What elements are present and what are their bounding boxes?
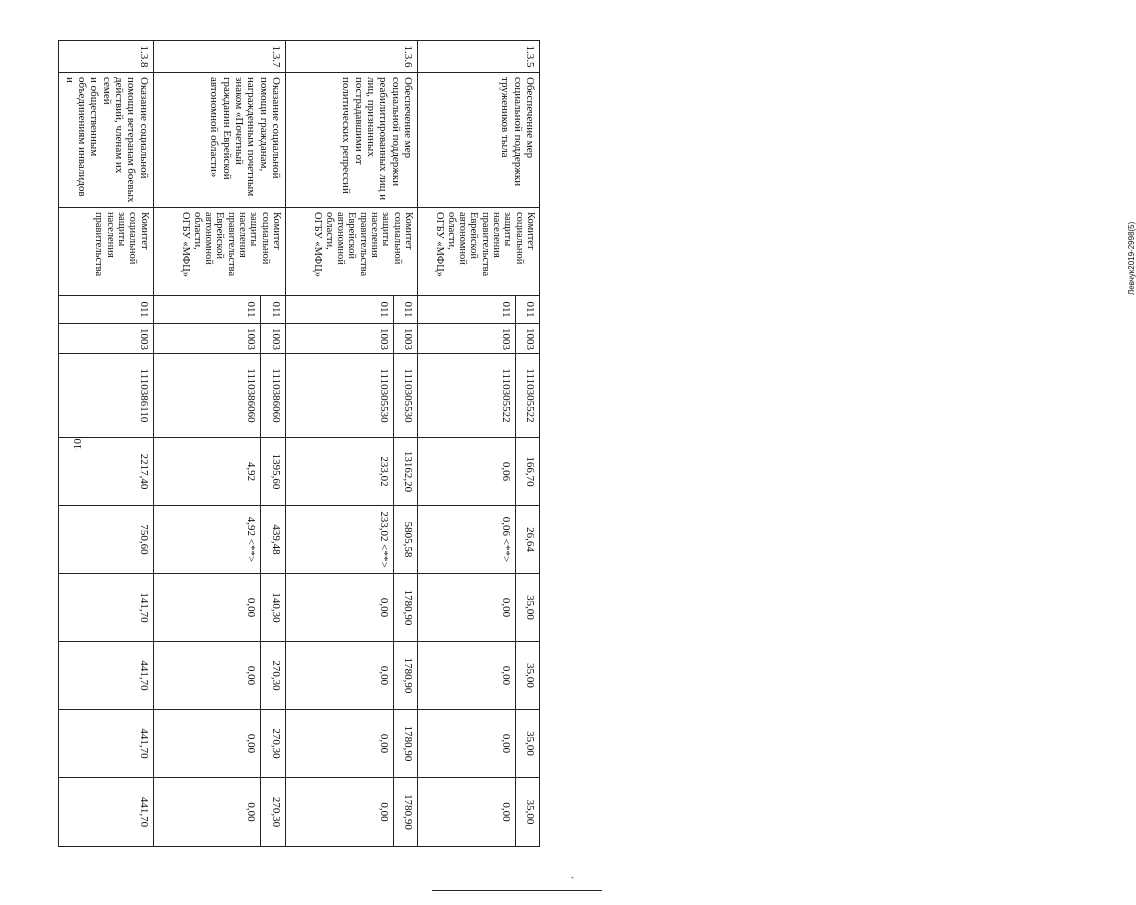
section-code: 1003 [59, 324, 154, 354]
row-number: 1.3.7 [153, 41, 285, 73]
measure-name: Обеспечение мер социальной поддержки реабилитированных лиц и лиц, признанных пострадавшими от политических репрессий [285, 73, 417, 208]
amount-total: 166,70 [515, 438, 539, 506]
table-row [59, 41, 154, 847]
target-code: 1110305522 [418, 354, 516, 438]
measure-name: Обеспечение мер социальной поддержки тружеников тыла [418, 73, 540, 208]
page-number: 10 [72, 438, 84, 450]
amount-year-1: 439,48 [261, 506, 285, 574]
amount-year-5: 0,00 [153, 778, 261, 847]
section-code: 1003 [418, 324, 516, 354]
target-code: 1110386060 [153, 354, 261, 438]
grbs-code: 011 [515, 296, 539, 324]
target-code: 1110305530 [285, 354, 393, 438]
executor: Комитет социальной защиты населения правительства Еврейской автономной области, ОГБУ «МФЦ» [418, 208, 540, 296]
amount-year-3: 0,00 [153, 642, 261, 710]
target-code: 1110305530 [393, 354, 417, 438]
amount-year-3: 1780,90 [393, 642, 417, 710]
row-number: 1.3.5 [418, 41, 540, 73]
amount-total: 1395,60 [261, 438, 285, 506]
amount-year-1: 5805,58 [393, 506, 417, 574]
amount-year-3: 0,00 [418, 642, 516, 710]
table-row [261, 41, 285, 847]
executor: Комитет социальной защиты населения правительства Еврейской автономной области, ОГБУ «МФЦ» [285, 208, 417, 296]
measure-name: Оказание социальной помощи ветеранам боевых действий, членам их семей и общественным объединениям инвалидов и [59, 73, 154, 208]
target-code: 1110386110 [59, 354, 154, 438]
section-code: 1003 [515, 324, 539, 354]
row-number: 1.3.8 [59, 41, 154, 73]
amount-year-4: 35,00 [515, 710, 539, 778]
amount-total: 4,92 [153, 438, 261, 506]
amount-year-5: 0,00 [285, 778, 393, 847]
amount-year-3: 35,00 [515, 642, 539, 710]
amount-year-5: 35,00 [515, 778, 539, 847]
amount-year-2: 0,00 [285, 574, 393, 642]
amount-year-2: 141,70 [59, 574, 154, 642]
footer-mark: - [571, 873, 574, 882]
section-code: 1003 [261, 324, 285, 354]
amount-total: 2217,40 [59, 438, 154, 506]
amount-year-1: 0,06 <**> [418, 506, 516, 574]
section-code: 1003 [153, 324, 261, 354]
amount-year-1: 26,64 [515, 506, 539, 574]
amount-year-3: 0,00 [285, 642, 393, 710]
amount-year-2: 140,30 [261, 574, 285, 642]
section-code: 1003 [285, 324, 393, 354]
table-row [515, 41, 539, 847]
amount-year-2: 0,00 [418, 574, 516, 642]
program-table-frame [58, 40, 540, 847]
amount-year-2: 1780,90 [393, 574, 417, 642]
amount-year-4: 270,30 [261, 710, 285, 778]
measure-name: Оказание социальной помощи гражданам, награжденным почетным знаком «Почетный гражданин Еврейской автономной области» [153, 73, 285, 208]
amount-year-3: 441,70 [59, 642, 154, 710]
amount-year-2: 0,00 [153, 574, 261, 642]
executor: Комитет социальной защиты населения правительства Еврейской автономной области, ОГБУ «МФЦ» [153, 208, 285, 296]
amount-total: 233,02 [285, 438, 393, 506]
amount-year-5: 0,00 [418, 778, 516, 847]
amount-year-1: 4,92 <**> [153, 506, 261, 574]
amount-year-1: 750,60 [59, 506, 154, 574]
table-row [393, 41, 417, 847]
amount-year-4: 0,00 [418, 710, 516, 778]
amount-year-4: 0,00 [153, 710, 261, 778]
amount-year-2: 35,00 [515, 574, 539, 642]
amount-total: 0,06 [418, 438, 516, 506]
target-code: 1110386060 [261, 354, 285, 438]
grbs-code: 011 [261, 296, 285, 324]
amount-year-3: 270,30 [261, 642, 285, 710]
section-code: 1003 [393, 324, 417, 354]
row-number: 1.3.6 [285, 41, 417, 73]
amount-year-5: 1780,90 [393, 778, 417, 847]
amount-year-4: 441,70 [59, 710, 154, 778]
amount-year-1: 233,02 <**> [285, 506, 393, 574]
grbs-code: 011 [418, 296, 516, 324]
amount-year-5: 441,70 [59, 778, 154, 847]
executor: Комитет социальной защиты населения правительства [59, 208, 154, 296]
target-code: 1110305522 [515, 354, 539, 438]
amount-year-4: 0,00 [285, 710, 393, 778]
amount-year-5: 270,30 [261, 778, 285, 847]
amount-total: 13162,20 [393, 438, 417, 506]
program-table [58, 40, 540, 847]
grbs-code: 011 [59, 296, 154, 324]
footer-line [432, 890, 602, 891]
grbs-code: 011 [153, 296, 261, 324]
document-stamp: Левчук2019-2998(5) [1127, 221, 1136, 295]
grbs-code: 011 [285, 296, 393, 324]
grbs-code: 011 [393, 296, 417, 324]
amount-year-4: 1780,90 [393, 710, 417, 778]
